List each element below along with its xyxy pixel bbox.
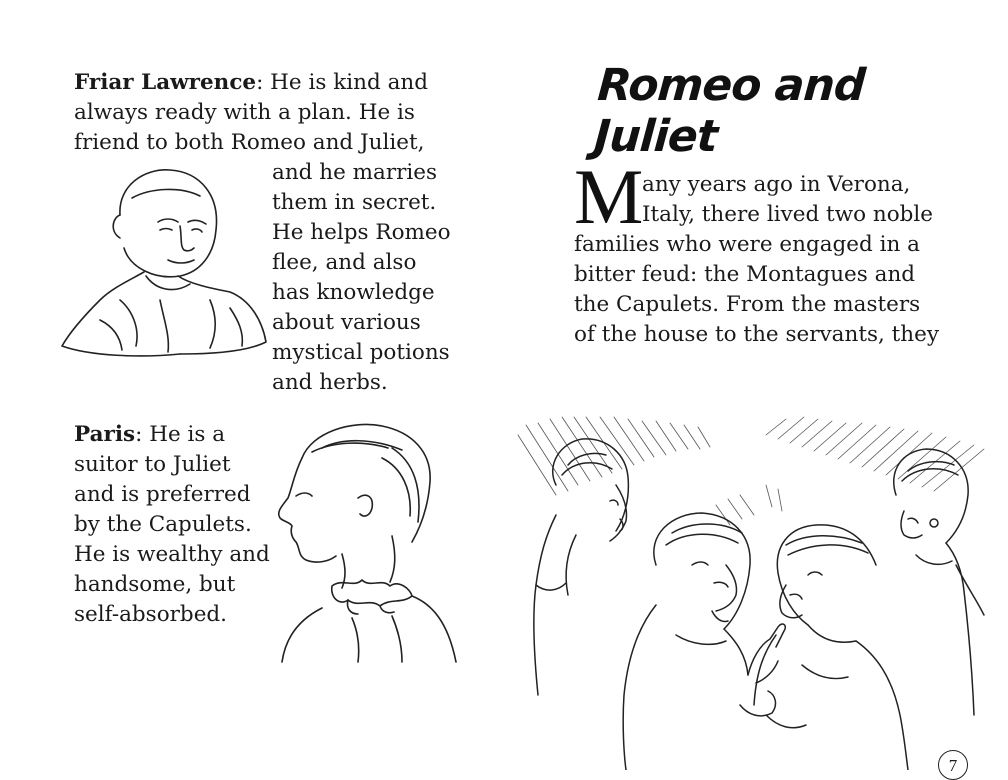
friar-wrap-line: flee, and also xyxy=(272,250,417,275)
page-title: Romeo and Juliet xyxy=(592,60,867,162)
friar-description-top xyxy=(74,68,428,158)
paris-line: He is wealthy and xyxy=(74,542,270,567)
paris-line: by the Capulets. xyxy=(74,512,252,537)
story-line: the Capulets. From the masters xyxy=(574,292,921,317)
feud-scene-illustration xyxy=(516,415,986,770)
friar-wrap-line: He helps Romeo xyxy=(272,220,451,245)
paris-line-1: Paris: He is a xyxy=(74,422,226,447)
paris-description xyxy=(74,420,270,630)
hatching-background xyxy=(518,417,984,525)
paris-line: handsome, but xyxy=(74,572,236,597)
friar-wrap-line: about various xyxy=(272,310,421,335)
friar-wrap-line: and herbs. xyxy=(272,370,388,395)
friar-line-2: always ready with a plan. He is xyxy=(74,100,415,125)
friar-wrap-line: mystical potions xyxy=(272,340,450,365)
friar-description-wrap xyxy=(272,158,462,398)
paris-name: Paris xyxy=(74,422,136,447)
story-line: families who were engaged in a xyxy=(574,232,920,257)
friar-wrap-line: and he marries xyxy=(272,160,438,185)
story-line: Italy, there lived two noble xyxy=(642,202,934,227)
friar-name: Friar Lawrence xyxy=(74,70,257,95)
story-line: any years ago in Verona, xyxy=(642,172,911,197)
drop-cap: M xyxy=(574,153,644,240)
paris-line: self-absorbed. xyxy=(74,602,228,627)
friar-wrap-line: them in secret. xyxy=(272,190,437,215)
friar-lawrence-illustration xyxy=(60,160,270,360)
story-line: of the house to the servants, they xyxy=(574,322,940,347)
paris-line: suitor to Juliet xyxy=(74,452,231,477)
friar-line-3: friend to both Romeo and Juliet, xyxy=(74,130,425,155)
paris-line: and is preferred xyxy=(74,482,251,507)
page-number: 7 xyxy=(938,750,968,780)
friar-line-1: Friar Lawrence: He is kind and xyxy=(74,70,428,95)
paris-illustration xyxy=(262,418,462,663)
story-text xyxy=(574,170,954,350)
story-line: bitter feud: the Montagues and xyxy=(574,262,916,287)
friar-wrap-line: has knowledge xyxy=(272,280,435,305)
